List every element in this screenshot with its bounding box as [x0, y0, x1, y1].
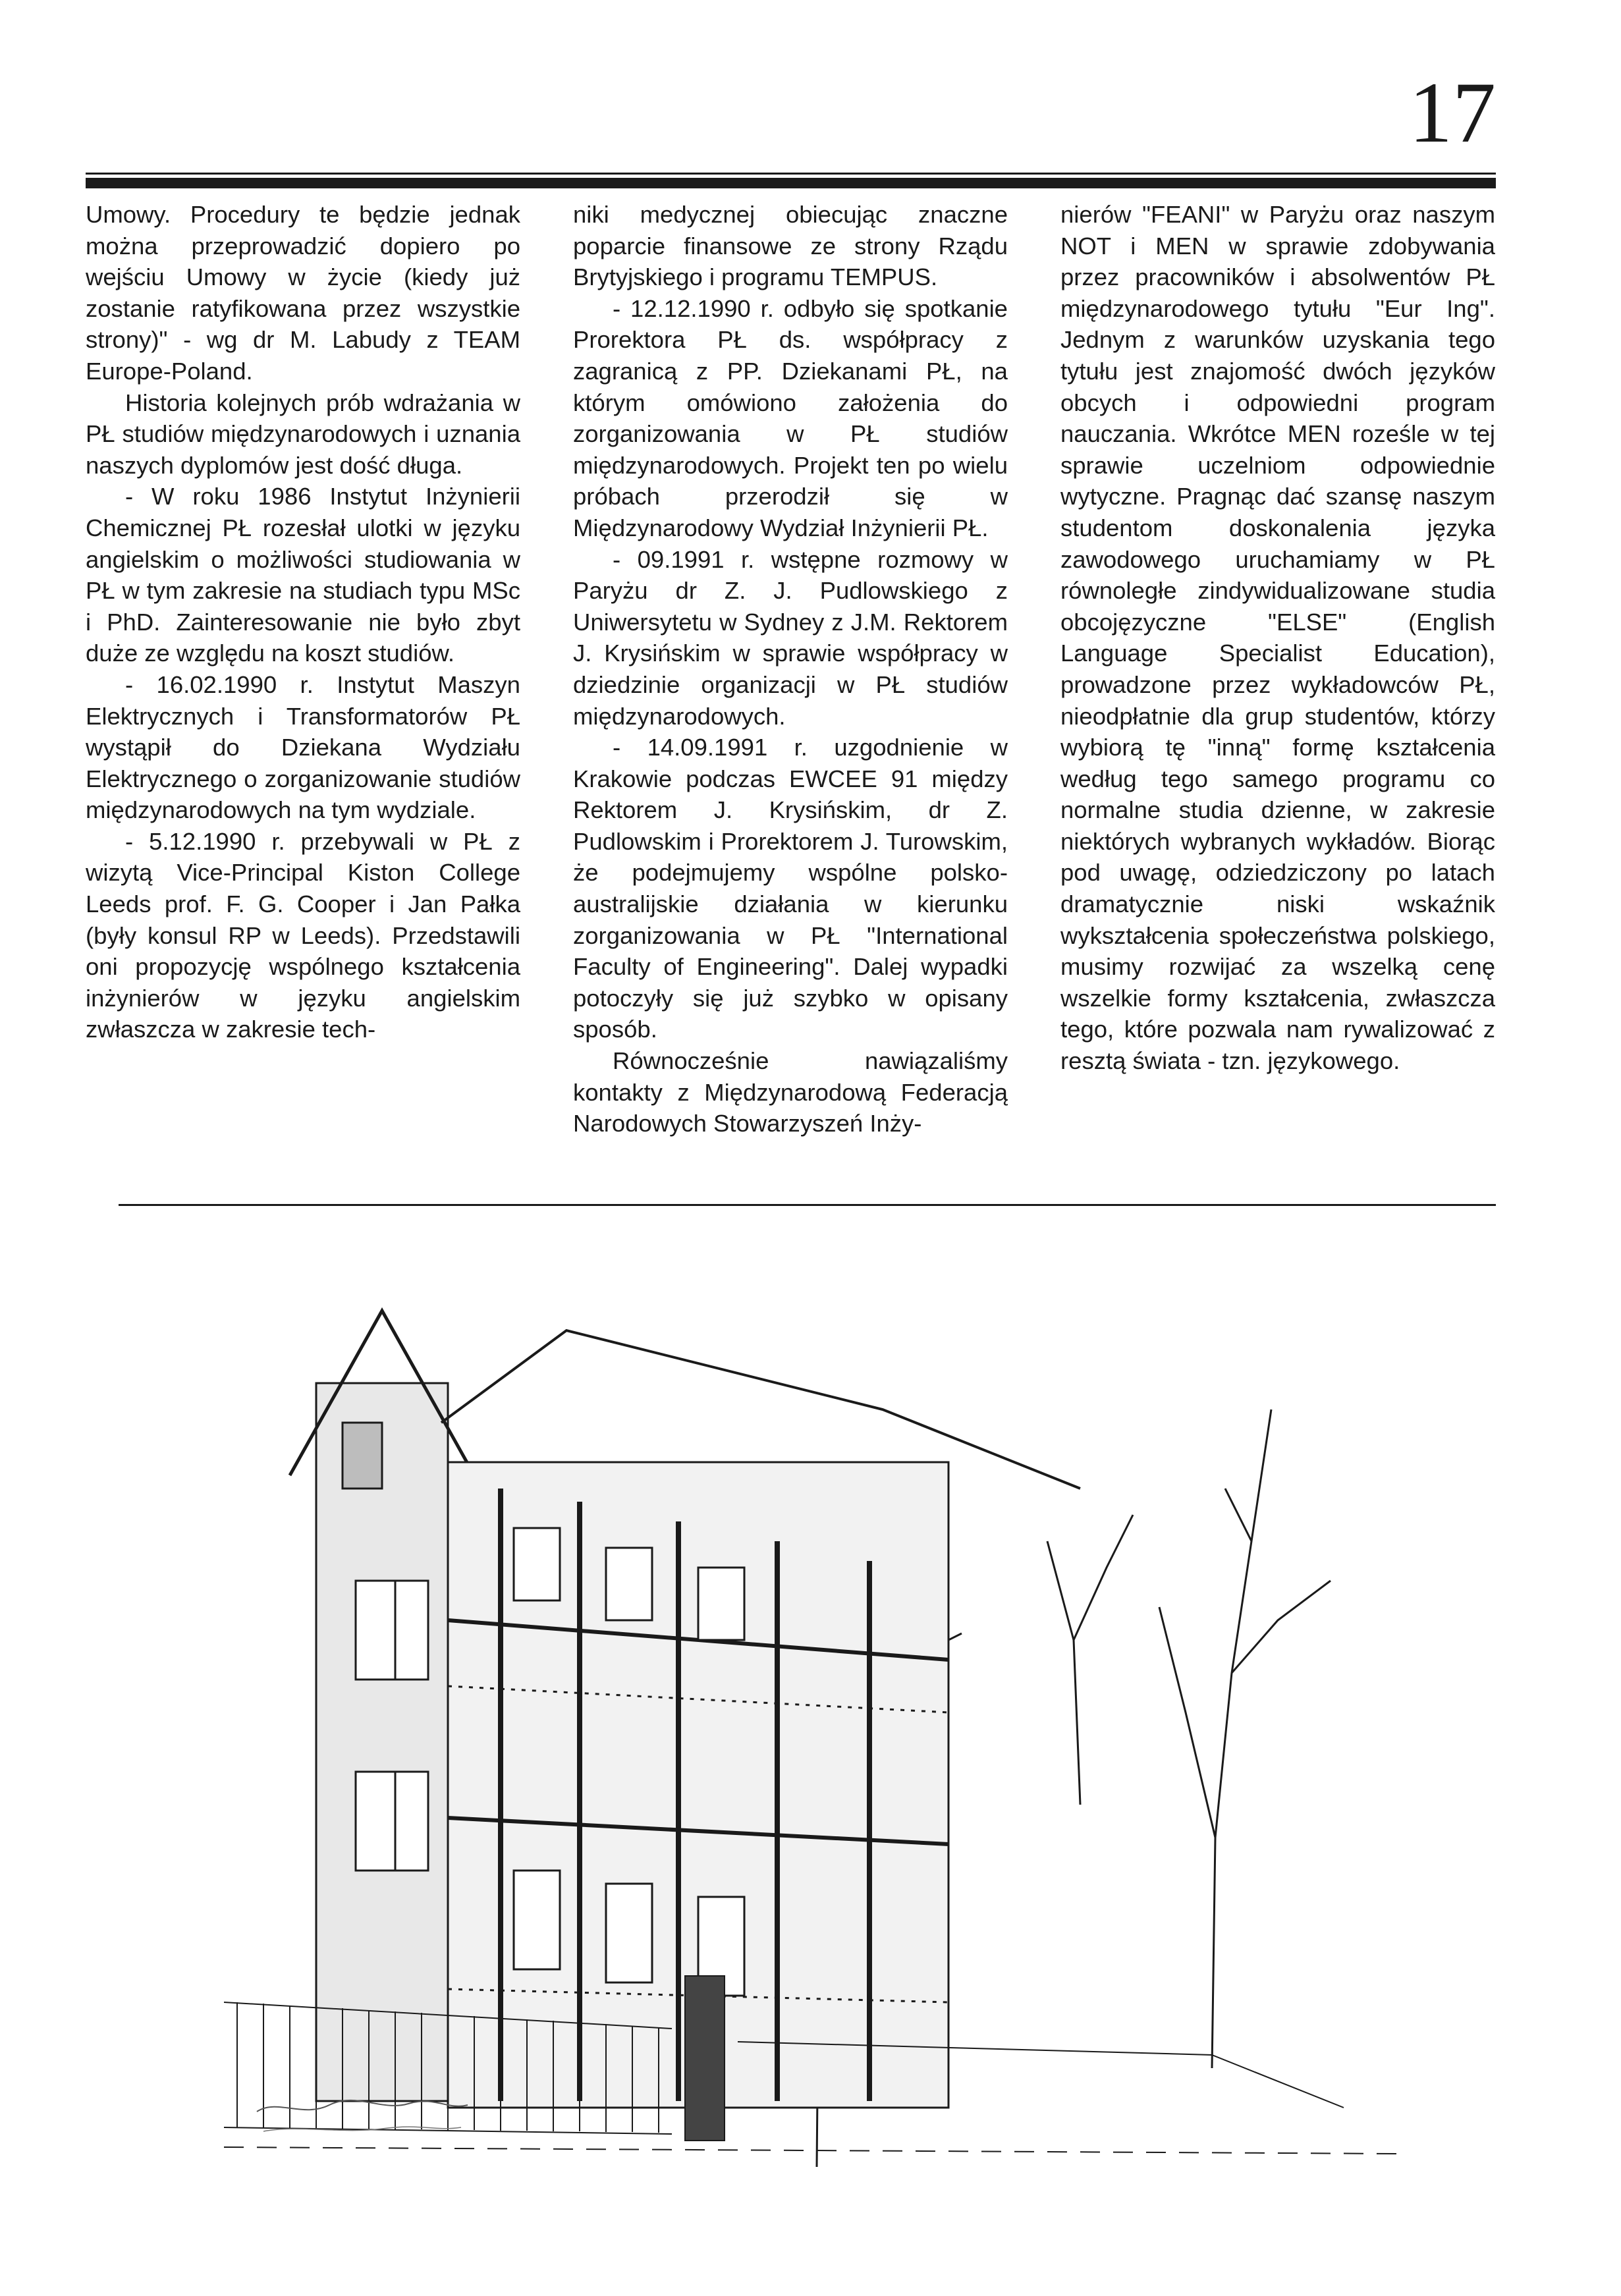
paragraph: - 14.09.1991 r. uzgodnienie w Krakowie podczas EWCEE 91 między Rektorem J. Krysińskim, dr Z. Pudlowskim i Prorektorem J. Turowskim, że podejmujemy wspólne polsko-australijskie działania w kierunku zorganizowania w PŁ "International Faculty of Engineering". Dalej wypadki potoczyły się już szybko w opisany sposób. — [573, 734, 1008, 1043]
text-column-3 — [1060, 199, 1495, 1180]
article-body — [86, 199, 1496, 1180]
paragraph: - 09.1991 r. wstępne rozmowy w Paryżu dr Z. J. Pudlowskiego z Uniwersytetu w Sydney z J.M. Rektorem J. Krysińskim w sprawie współpracy w dziedzinie organizacji w PŁ studiów międzynarodowych. — [573, 545, 1008, 730]
house-main-block — [441, 1330, 1080, 2108]
paragraph: niki medycznej obiecując znaczne poparcie finansowe ze strony Rządu Brytyjskiego i programu TEMPUS. — [573, 201, 1008, 291]
house-illustration — [224, 1212, 1396, 2173]
house-gable-block — [290, 1311, 474, 2101]
header-rule-thin — [86, 173, 1496, 175]
paragraph: - 5.12.1990 r. przebywali w PŁ z wizytą Vice-Principal Kiston College Leeds prof. F. G. Cooper i Jan Pałka (były konsul RP w Leeds). Przedstawili oni propozycję wspólnego kształcenia inżynierów w języku angielskim zwłaszcza w zakresie tech- — [86, 827, 520, 1043]
paragraph: - 16.02.1990 r. Instytut Maszyn Elektrycznych i Transformatorów PŁ wystąpił do Dziekana Wydziału Elektrycznego o zorganizowanie studiów międzynarodowych na tym wydziale. — [86, 670, 520, 824]
paragraph: Równocześnie nawiązaliśmy kontakty z Międzynarodową Federacją Narodowych Stowarzyszeń Inży- — [573, 1047, 1008, 1137]
text-column-2 — [573, 199, 1008, 1180]
paragraph: - 12.12.1990 r. odbyło się spotkanie Prorektora PŁ ds. współpracy z zagranicą z PP. Dziekanami PŁ, na którym omówiono założenia do zorganizowania w PŁ studiów międzynarodowych. Projekt ten po wielu próbach przerodził się w Międzynarodowy Wydział Inżynierii PŁ. — [573, 294, 1008, 541]
text-column-1 — [86, 199, 520, 1180]
paragraph: nierów "FEANI" w Paryżu oraz naszym NOT i MEN w sprawie zdobywania przez pracowników i absolwentów PŁ międzynarodowego tytułu "Eur Ing". Jednym z warunków uzyskania tego tytułu jest znajomość dwóch języków obcych i odpowiedni program nauczania. Wkrótce MEN roześle w tej sprawie uczelniom odpowiednie wytyczne. Pragnąc dać szansę naszym studentom doskonalenia języka zawodowego uruchamiamy w PŁ równoległe zindywidualizowane studia obcojęzyczne "ELSE" (English Language Specialist Education), prowadzone przez wykładowców PŁ, nieodpłatnie dla grup studentów, którzy wybiorą tę "inną" formę kształcenia według tego samego programu co normalne studia dzienne, w zakresie niektórych wybranych wykładów. Biorąc pod uwagę, odziedziczony po latach dramatycznie niski wskaźnik wykształcenia społeczeństwa polskiego, musimy rozwijać za wszelką cenę wszelkie formy kształcenia, zwłaszcza tego, które pozwala nam rywalizować z resztą świata - tzn. językowego. — [1060, 201, 1495, 1075]
paragraph: Umowy. Procedury te będzie jednak można przeprowadzić dopiero po wejściu Umowy w życie (kiedy już zostanie ratyfikowana przez wszystkie strony)" - wg dr M. Labudy z TEAM Europe-Poland. — [86, 201, 520, 385]
paragraph: Historia kolejnych prób wdrażania w PŁ studiów międzynarodowych i uznania naszych dyplomów jest dość długa. — [86, 389, 520, 479]
artist-signature — [250, 2092, 474, 2142]
section-divider — [119, 1204, 1496, 1206]
paragraph: - W roku 1986 Instytut Inżynierii Chemicznej PŁ rozesłał ulotki w języku angielskim o możliwości studiowania w PŁ w tym zakresie na studiach typu MSc i PhD. Zainteresowanie nie było zbyt duże ze względu na koszt studiów. — [86, 483, 520, 667]
header-rule — [86, 178, 1496, 188]
page-number: 17 — [1409, 64, 1496, 161]
